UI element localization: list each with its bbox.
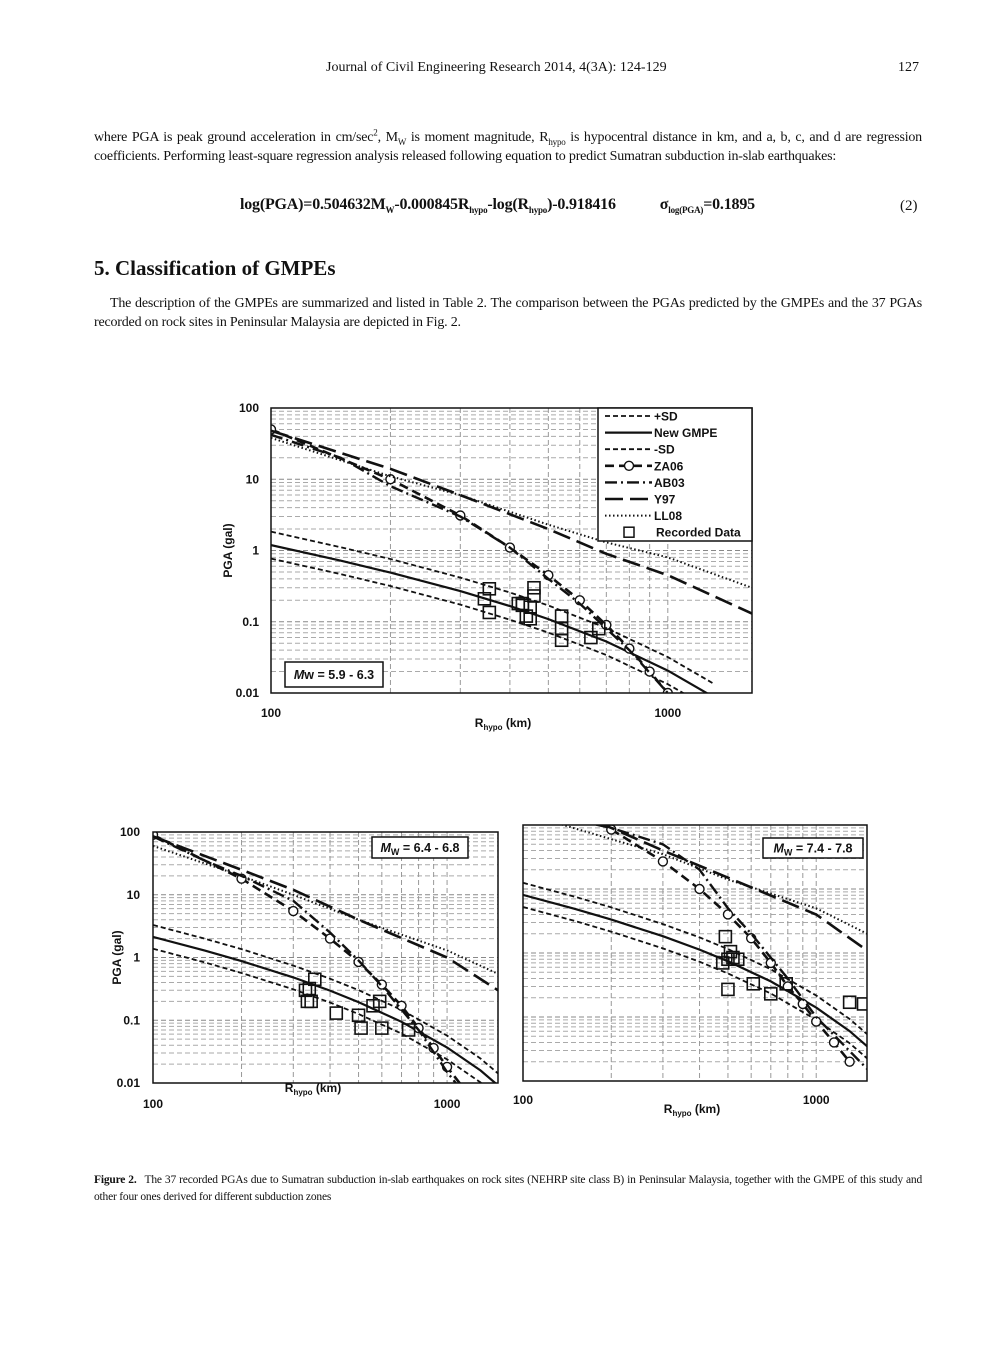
magnitude-m: M — [380, 841, 391, 855]
x-tick-label: 1000 — [654, 706, 682, 720]
text: is hypocentral distance in km, and a, b, c, and d are regression coefficients. Performing least-square regression analysis released following equation to predict Sumatran subduction in-slab earthquakes: — [94, 130, 922, 164]
subscript: W — [397, 136, 407, 147]
legend-label: Y97 — [654, 492, 676, 507]
text: where PGA is peak ground acceleration in cm/sec — [94, 130, 374, 145]
eq-sub: hypo — [469, 205, 488, 216]
x-tick-label: 1000 — [433, 1097, 461, 1111]
magnitude-sub: w — [304, 668, 315, 682]
magnitude-m: M — [773, 841, 784, 856]
caption-text: The 37 recorded PGAs due to Sumatran subduction in-slab earthquakes on rock sites (NEHRP site class B) in Peninsular Malaysia, together with the GMPE of this study and other four ones derived for different subduction zones — [94, 1174, 922, 1203]
y-tick-label: 1 — [252, 543, 259, 558]
za06-marker — [466, 1092, 475, 1101]
recorded-data-point — [719, 931, 731, 943]
eq-part: -0.000845R — [394, 196, 470, 213]
xlabel-main: R — [284, 1081, 294, 1095]
series-line-sd — [523, 907, 891, 1079]
text: The description of the GMPEs are summarized and listed in Table 2. The comparison between the PGAs predicted by the GMPEs and the 37 PGAs recorded on rock sites in Peninsular Malaysia are depicted in Fig. 2. — [94, 296, 922, 330]
series-line-za06 — [153, 835, 470, 1097]
xlabel-sub: hypo — [483, 723, 503, 732]
recorded-data-point — [330, 1007, 342, 1019]
legend-label: New GMPE — [654, 426, 718, 441]
za06-marker — [695, 885, 704, 894]
magnitude-sub: W — [390, 847, 400, 857]
xlabel-rest: (km) — [312, 1081, 342, 1095]
y-tick-label: 0.01 — [116, 1076, 140, 1090]
y-tick-label: 100 — [238, 401, 259, 415]
legend-label: LL08 — [654, 509, 683, 524]
section-heading: 5. Classification of GMPEs — [94, 256, 336, 280]
recorded-data-point — [355, 1022, 367, 1034]
journal-header: Journal of Civil Engineering Research 2014, 4(3A): 124-129 — [326, 60, 667, 75]
y-tick-label: 10 — [126, 887, 140, 902]
legend-label: +SD — [654, 409, 678, 424]
xlabel-sub: hypo — [672, 1109, 692, 1118]
text: is moment magnitude, R — [406, 130, 549, 145]
eq-sub: log(PGA) — [668, 205, 704, 216]
chart-2 — [110, 825, 522, 1118]
x-tick-label: 1000 — [802, 1093, 830, 1107]
series-group — [149, 830, 523, 1117]
y-axis-label: PGA (gal) — [221, 523, 235, 578]
y-tick-label: 100 — [119, 825, 140, 839]
y-tick-label: 0.1 — [242, 614, 259, 629]
series-line-sd — [153, 925, 522, 1094]
series-line-ab03 — [153, 836, 470, 1102]
eq-part: log(PGA)=0.504632M — [240, 196, 386, 213]
x-tick-label: 100 — [512, 1093, 534, 1107]
legend-label: Recorded Data — [656, 525, 741, 540]
magnitude-label — [294, 668, 374, 682]
x-tick-label: 100 — [142, 1097, 164, 1111]
magnitude-range: = 5.9 - 6.3 — [314, 668, 375, 682]
magnitude-range: = 7.4 - 7.8 — [792, 841, 853, 856]
superscript: 2 — [373, 127, 378, 138]
eq-sigma: σ — [659, 196, 669, 213]
x-axis-label — [285, 1081, 341, 1097]
figure-caption — [94, 1172, 922, 1206]
x-tick-label: 100 — [260, 706, 282, 720]
page-number: 127 — [898, 60, 919, 75]
xlabel-rest: (km) — [502, 716, 532, 730]
eq-sub: W — [385, 205, 395, 216]
x-axis-label — [475, 716, 531, 732]
magnitude-sub: W — [783, 847, 793, 858]
legend — [598, 408, 752, 541]
y-tick-label: 1 — [133, 950, 140, 965]
subscript: hypo — [548, 136, 566, 147]
text: , M — [377, 130, 398, 145]
chart-1 — [221, 401, 752, 732]
za06-marker — [845, 1057, 854, 1066]
y-tick-label: 0.1 — [123, 1013, 140, 1028]
x-axis-label — [664, 1102, 720, 1118]
za06-marker — [723, 910, 732, 919]
y-tick-label: 10 — [245, 472, 259, 487]
eq-part: -log(R — [487, 196, 529, 213]
za06-marker — [658, 857, 667, 866]
eq-sub: hypo — [528, 205, 548, 216]
legend-circle-icon — [625, 461, 634, 470]
xlabel-main: R — [474, 716, 484, 730]
legend-label: -SD — [654, 442, 675, 457]
equation-number: (2) — [900, 198, 918, 214]
chart-3 — [513, 814, 891, 1118]
eq-part: )-0.918416 — [547, 196, 616, 213]
caption-label: Figure 2. — [94, 1174, 137, 1186]
legend-label: AB03 — [654, 475, 685, 490]
y-axis-label: PGA (gal) — [110, 930, 124, 985]
xlabel-rest: (km) — [691, 1102, 721, 1116]
xlabel-main: R — [663, 1102, 673, 1116]
y-tick-label: 0.01 — [235, 686, 259, 700]
legend-label: ZA06 — [654, 459, 684, 474]
magnitude-m: M — [293, 668, 305, 682]
xlabel-sub: hypo — [293, 1088, 313, 1097]
za06-marker — [289, 907, 298, 916]
magnitude-range: = 6.4 - 6.8 — [399, 841, 460, 855]
eq-part: =0.1895 — [703, 196, 755, 213]
